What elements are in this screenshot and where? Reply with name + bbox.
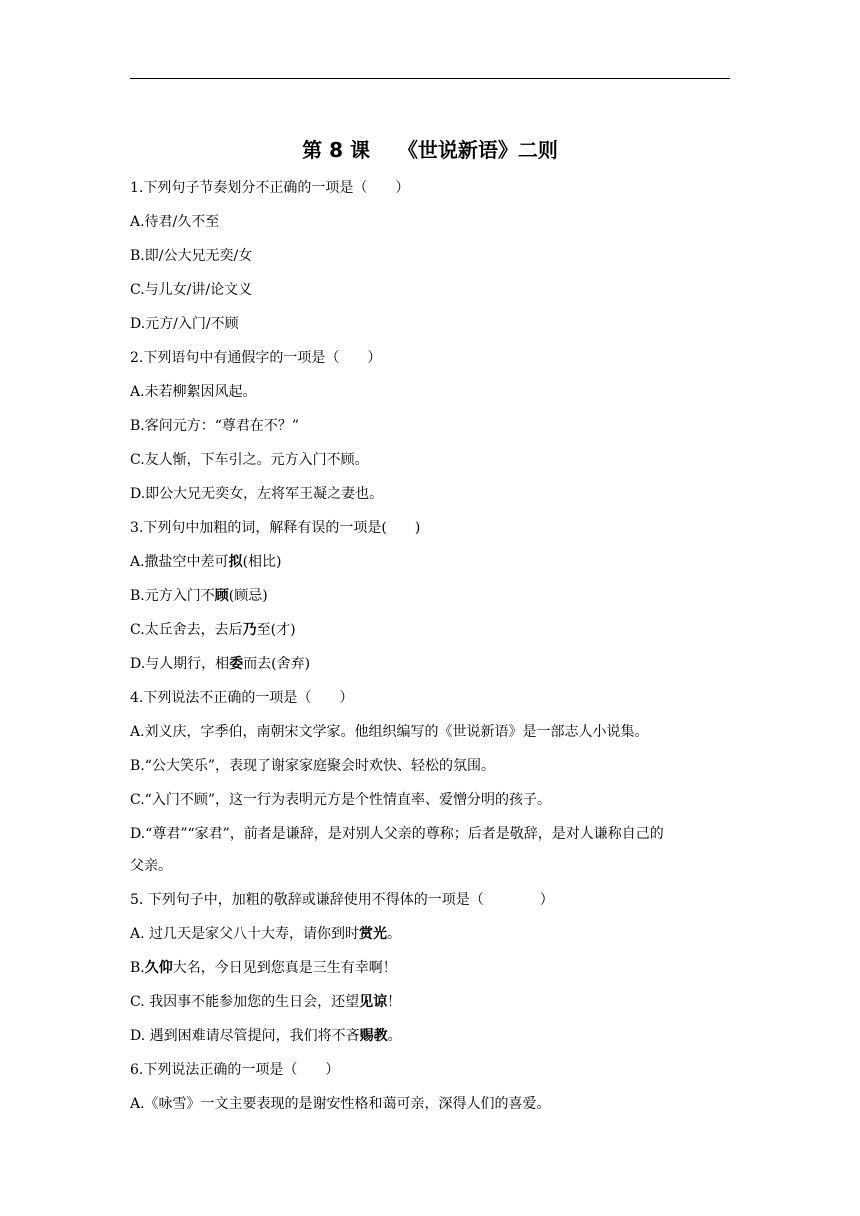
question-1-option-a: A.待君/久不至 <box>130 214 220 230</box>
question-2-stem: 2.下列语句中有通假字的一项是（ ） <box>130 350 382 366</box>
bold-word: 赐教 <box>359 1028 388 1044</box>
question-4-option-d: D.“尊君”“家君”，前者是谦辞，是对别人父亲的尊称；后者是敬辞，是对人谦称自己的 <box>130 826 664 842</box>
question-3-option-c: C.太丘舍去，去后乃至(才) <box>130 622 296 638</box>
bold-word: 久仰 <box>144 960 173 976</box>
bold-word: 拟 <box>228 554 243 570</box>
page-title: 第 8 课 《世说新语》二则 <box>302 138 558 162</box>
question-3-option-d: D.与人期行，相委而去(舍弃) <box>130 656 311 672</box>
question-3-stem: 3.下列句中加粗的词，解释有误的一项是( ) <box>130 520 421 536</box>
question-2-option-c: C.友人惭，下车引之。元方入门不顾。 <box>130 452 369 468</box>
question-5-option-d: D. 遇到困难请尽管提问，我们将不吝赐教。 <box>130 1028 402 1044</box>
question-4-option-c: C.“入门不顾”，这一行为表明元方是个性情直率、爱憎分明的孩子。 <box>130 792 551 808</box>
bold-word: 赏光 <box>359 926 388 942</box>
question-1-stem: 1.下列句子节奏划分不正确的一项是（ ） <box>130 180 410 196</box>
question-1-option-b: B.即/公大兄无奕/女 <box>130 248 253 264</box>
bold-word: 乃 <box>242 622 257 638</box>
question-4-option-d-continued: 父亲。 <box>130 858 172 874</box>
bold-word: 委 <box>229 656 244 672</box>
question-5-option-c: C. 我因事不能参加您的生日会，还望见谅！ <box>130 994 402 1010</box>
question-6-option-a: A.《咏雪》一文主要表现的是谢安性格和蔼可亲，深得人们的喜爱。 <box>130 1096 551 1112</box>
question-5-option-b: B.久仰大名，今日见到您真是三生有幸啊！ <box>130 960 397 976</box>
question-3-option-a: A.撒盐空中差可拟(相比) <box>130 554 282 570</box>
question-5-option-a: A. 过几天是家父八十大寿，请你到时赏光。 <box>130 926 402 942</box>
bold-word: 见谅 <box>359 994 388 1010</box>
question-2-option-b: B.客问元方：“尊君在不？” <box>130 418 300 434</box>
question-2-option-a: A.未若柳絮因风起。 <box>130 384 257 400</box>
question-6-stem: 6.下列说法正确的一项是（ ） <box>130 1062 340 1078</box>
question-4-option-b: B.“公大笑乐”，表现了谢家家庭聚会时欢快、轻松的氛围。 <box>130 758 496 774</box>
question-4-stem: 4.下列说法不正确的一项是（ ） <box>130 690 354 706</box>
header-rule <box>130 78 730 79</box>
question-1-option-c: C.与儿女/讲/论文义 <box>130 282 253 298</box>
question-1-option-d: D.元方/入门/不顾 <box>130 316 239 332</box>
question-4-option-a: A.刘义庆，字季伯，南朝宋文学家。他组织编写的《世说新语》是一部志人小说集。 <box>130 724 649 740</box>
bold-word: 顾 <box>214 588 229 604</box>
question-2-option-d: D.即公大兄无奕女，左将军王凝之妻也。 <box>130 486 384 502</box>
question-5-stem: 5. 下列句子中，加粗的敬辞或谦辞使用不得体的一项是（ ） <box>130 892 554 908</box>
question-3-option-b: B.元方入门不顾(顾忌) <box>130 588 268 604</box>
